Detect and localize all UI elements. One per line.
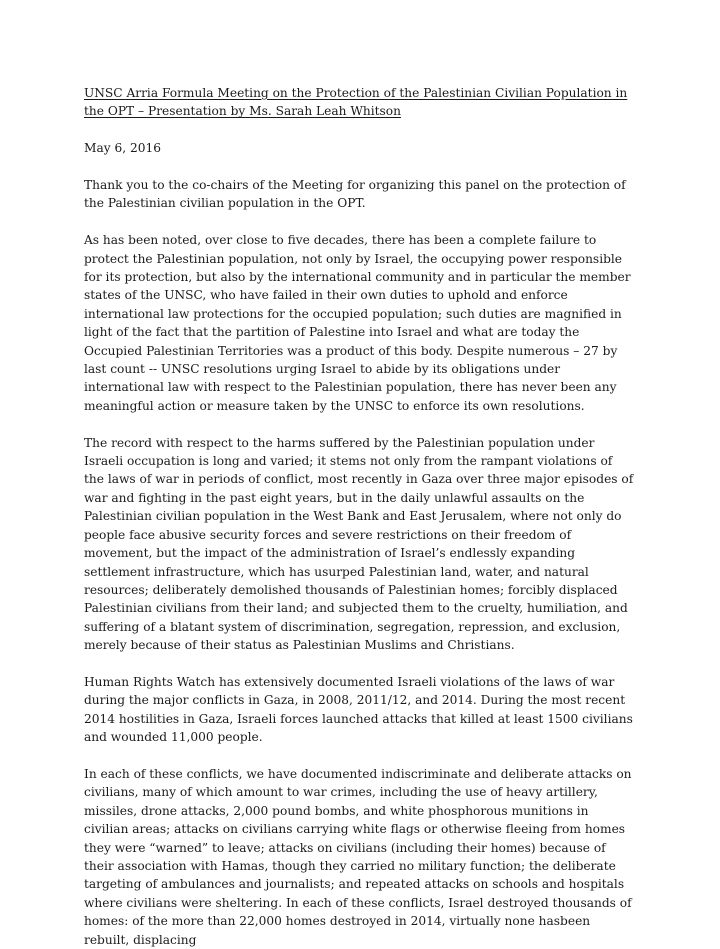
- paragraph-5: In each of these conflicts, we have documented indiscriminate and deliberate attacks on civilians, many of which amount to war crimes, including the use of heavy artillery, missiles, drone attacks, 2,000 pound bombs, and white phosphorous munitions in civilian areas; attacks on civilians carrying white flags or otherwise fleeing from homes they were “warned” to leave; attacks on civilians (including their homes) because of their association with Hamas, though they carried no military function; the deliberate targeting of ambulances and journalists; and repeated attacks on schools and hospitals where civilians were sheltering. In each of these conflicts, Israel destroyed thousands of homes: of the more than 22,000 homes destroyed in 2014, virtually none hasbeen rebuilt, displacing: [84, 766, 632, 947]
- document-date: May 6, 2016: [84, 141, 162, 156]
- document-title: UNSC Arria Formula Meeting on the Protection of the Palestinian Civilian Population in the OPT – Presentation by Ms. Sarah Leah Whitson: [84, 86, 628, 119]
- paragraph-3: The record with respect to the harms suffered by the Palestinian population under Israeli occupation is long and varied; it stems not only from the rampant violations of the laws of war in periods of conflict, most recently in Gaza over three major episodes of war and fighting in the past eight years, but in the daily unlawful assaults on the Palestinian civilian population in the West Bank and East Jerusalem, where not only do people face abusive security forces and severe restrictions on their freedom of movement, but the impact of the administration of Israel’s endlessly expanding settlement infrastructure, which has usurped Palestinian land, water, and natural resources; deliberately demolished thousands of Palestinian homes; forcibly displaced Palestinian civilians from their land; and subjected them to the cruelty, humiliation, and suffering of a blatant system of discrimination, segregation, repression, and exclusion, merely because of their status as Palestinian Muslims and Christians.: [84, 435, 634, 653]
- paragraph-4: Human Rights Watch has extensively documented Israeli violations of the laws of war during the major conflicts in Gaza, in 2008, 2011/12, and 2014. During the most recent 2014 hostilities in Gaza, Israeli forces launched attacks that killed at least 1500 civilians and wounded 11,000 people.: [84, 674, 633, 745]
- paragraph-1: Thank you to the co-chairs of the Meeting for organizing this panel on the protection of the Palestinian civilian population in the OPT.: [84, 178, 626, 211]
- paragraph-2: As has been noted, over close to five decades, there has been a complete failure to protect the Palestinian population, not only by Israel, the occupying power responsible for its protection, but also by the international community and in particular the member states of the UNSC, who have failed in their own duties to uphold and enforce international law protections for the occupied population; such duties are magnified in light of the fact that the partition of Palestine into Israel and what are today the Occupied Palestinian Territories was a product of this body. Despite numerous – 27 by last count -- UNSC resolutions urging Israel to abide by its obligations under international law with respect to the Palestinian population, there has never been any meaningful action or measure taken by the UNSC to enforce its own resolutions.: [84, 233, 631, 413]
